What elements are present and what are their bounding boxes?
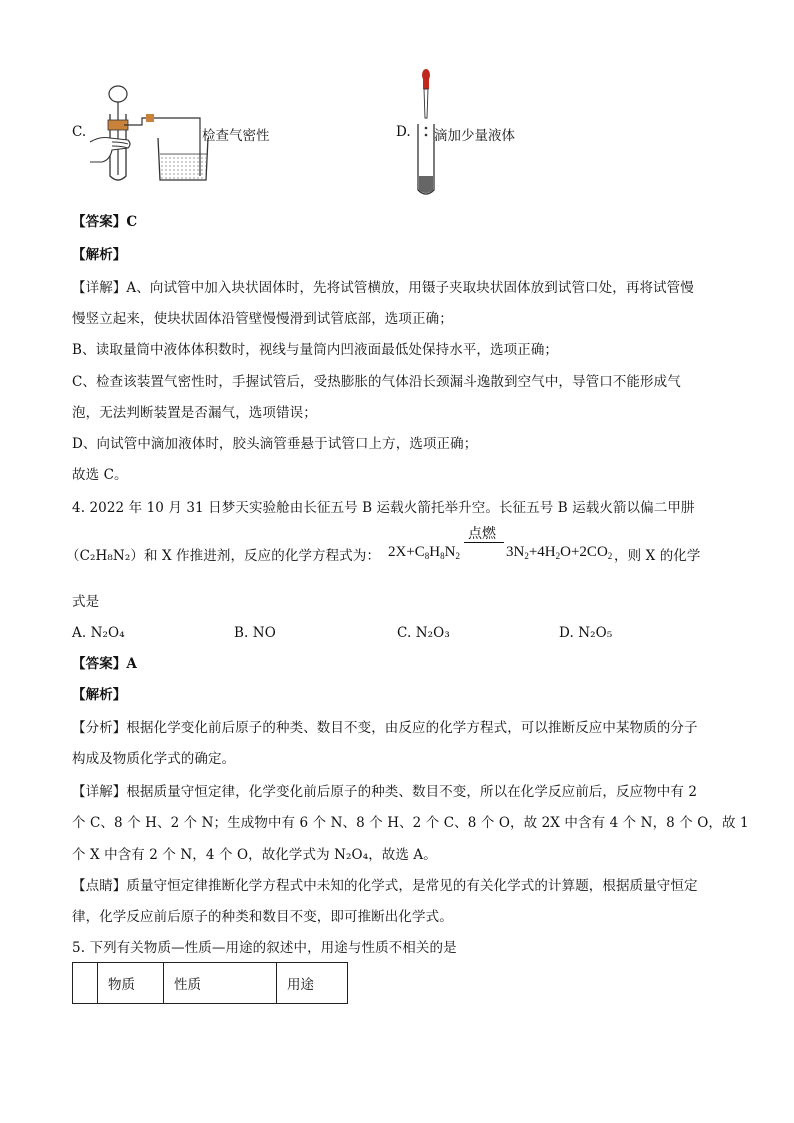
- airtightness-apparatus-illustration: [88, 80, 210, 184]
- q5-stem: 5. 下列有关物质—性质—用途的叙述中，用途与性质不相关的是: [72, 940, 457, 956]
- q3-conclusion: 故选 C。: [72, 467, 128, 483]
- q4-answer: 【答案】A: [72, 656, 137, 672]
- q3-detail-line-2: 慢竖立起来，使块状固体沿管壁慢慢滑到试管底部，选项正确；: [72, 311, 453, 327]
- option-c-letter: C.: [72, 124, 87, 140]
- q3-detail-line-3: B、读取量筒中液体体积数时，视线与量筒内凹液面最低处保持水平，选项正确；: [72, 342, 559, 358]
- table-header-cell: 物质: [98, 963, 164, 1004]
- q4-stem-line-1: 4. 2022 年 10 月 31 日梦天实验舱由长征五号 B 运载火箭托举升空。长征五号 B 运载火箭以偏二甲肼: [72, 500, 695, 516]
- table-header-row: [73, 963, 348, 1004]
- q4-option-d: D. N₂O₅: [559, 625, 613, 641]
- q4-option-a: A. N₂O₄: [72, 625, 125, 641]
- q4-detail-line-2: 个 C、8 个 H、2 个 N；生成物中有 6 个 N、8 个 H、2 个 C、8 个 O，故 2X 中含有 4 个 N，8 个 O，故 1: [72, 815, 749, 831]
- equation-arrow-line: [464, 542, 504, 543]
- q3-detail-line-1: 【详解】A、向试管中加入块状固体时，先将试管横放，用镊子夹取块状固体放到试管口处，再将试管慢: [72, 280, 694, 296]
- q4-dianjing-line-2: 律，化学反应前后原子的种类和数目不变，即可推断出化学式。: [72, 909, 453, 925]
- table-header-cell: 用途: [277, 963, 348, 1004]
- q4-stem-line-2-pre: （C₂H₈N₂）和 X 作推进剂，反应的化学方程式为：: [66, 548, 381, 564]
- q4-option-b: B. NO: [234, 625, 276, 641]
- q4-option-c: C. N₂O₃: [397, 625, 450, 641]
- q3-analysis-heading: 【解析】: [72, 247, 127, 263]
- q4-stem-line-2-post: ，则 X 的化学: [614, 548, 701, 564]
- table-header-cell: 性质: [164, 963, 277, 1004]
- q3-detail-line-6: D、向试管中滴加液体时，胶头滴管垂悬于试管口上方，选项正确；: [72, 436, 478, 452]
- q3-answer: 【答案】C: [72, 214, 138, 230]
- equation-condition: 点燃: [468, 526, 496, 542]
- chemical-equation-products: $3N_2+4H_2O+2CO_2$: [506, 544, 613, 561]
- option-d-letter: D.: [396, 124, 411, 140]
- option-d-label: 滴加少量液体: [434, 128, 515, 144]
- q4-fenxi-line-1: 【分析】根据化学变化前后原子的种类、数目不变，由反应的化学方程式，可以推断反应中某物质的分子: [72, 720, 698, 736]
- table-header-cell: [73, 963, 98, 1004]
- q4-detail-line-1: 【详解】根据质量守恒定律，化学变化前后原子的种类、数目不变，所以在化学反应前后，反应物中有 2: [72, 784, 698, 800]
- q4-stem-line-3: 式是: [72, 594, 100, 610]
- q5-table: [72, 962, 348, 1004]
- q4-dianjing-line-1: 【点睛】质量守恒定律推断化学方程式中未知的化学式，是常见的有关化学式的计算题，根据质量守恒定: [72, 878, 698, 894]
- chemical-equation: $2X+C_8H_8N_2$: [388, 544, 460, 561]
- q4-analysis-heading: 【解析】: [72, 687, 127, 703]
- q4-detail-line-3: 个 X 中含有 2 个 N，4 个 O，故化学式为 N₂O₄，故选 A。: [72, 847, 437, 863]
- option-c-label: 检查气密性: [202, 128, 270, 144]
- q3-detail-line-4: C、检查该装置气密性时，手握试管后，受热膨胀的气体沿长颈漏斗逸散到空气中，导管口不能形成气: [72, 374, 681, 390]
- q4-fenxi-line-2: 构成及物质化学式的确定。: [72, 751, 236, 767]
- q3-detail-line-5: 泡，无法判断装置是否漏气，选项错误；: [72, 405, 317, 421]
